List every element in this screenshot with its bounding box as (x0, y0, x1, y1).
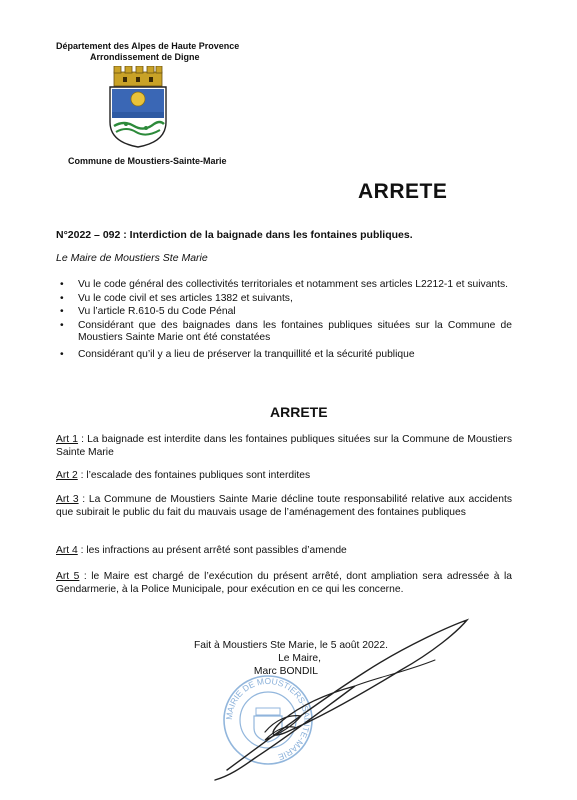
signature-name: Marc BONDIL (253, 666, 318, 677)
decree-reference: N°2022 – 092 : Interdiction de la baignade dans les fontaines publiques. (56, 229, 413, 241)
article-label: Art 5 (56, 571, 80, 582)
bullet-icon: • (60, 292, 64, 304)
department-line: Département des Alpes de Haute Provence (56, 41, 240, 51)
list-item: • Considérant que des baignades dans les fontaines publiques situées sur la Commune de Moustiers Sainte Marie ont été constatées (60, 319, 512, 343)
article-label: Art 3 (56, 494, 79, 505)
article-label: Art 2 (56, 470, 78, 481)
article-5: Art 5 : le Maire est chargé de l’exécution du présent arrêté, dont ampliation sera adressée à la Gendarmerie, à la Police Municipale, pour exécution en ce qui les concerne. (56, 571, 512, 595)
signature-role: Le Maire, (278, 653, 321, 664)
article-label: Art 1 (56, 434, 79, 445)
list-item: • Vu le code civil et ses articles 1382 et suivants, (60, 292, 293, 304)
considerations-list (58, 279, 512, 362)
bullet-icon: • (60, 348, 64, 360)
signature-place-date: Fait à Moustiers Ste Marie, le 5 août 2022. (193, 640, 388, 651)
svg-text:MAIRIE DE MOUSTIERS-SAINTE-MAR: MAIRIE DE MOUSTIERS-SAINTE-MARIE (223, 675, 313, 763)
list-item: • Vu le code général des collectivités territoriales et notamment ses articles L2212-1 et suivants. (60, 279, 509, 290)
coat-of-arms-logo (106, 66, 170, 148)
bullet-icon: • (60, 279, 64, 290)
bullet-icon: • (60, 319, 64, 331)
handwritten-signature (205, 612, 475, 782)
mayor-intro: Le Maire de Moustiers Ste Marie (56, 252, 208, 264)
article-label: Art 4 (56, 545, 78, 556)
article-3: Art 3 : La Commune de Moustiers Sainte Marie décline toute responsabilité relative aux accidents que subirait le public du fait du mauvais usage de l’aménagement des fontaines publiques (56, 494, 512, 518)
page-title: ARRETE (358, 180, 448, 203)
commune-line: Commune de Moustiers-Sainte-Marie (68, 156, 227, 166)
arrondissement-line: Arrondissement de Digne (90, 52, 200, 62)
article-2: Art 2 : l’escalade des fontaines publiques sont interdites (56, 470, 311, 481)
section-title: ARRETE (270, 404, 328, 420)
article-4: Art 4 : les infractions au présent arrêté sont passibles d’amende (56, 545, 347, 556)
bullet-icon: • (60, 306, 64, 317)
list-item: • Vu l’article R.610-5 du Code Pénal (60, 306, 236, 317)
list-item: • Considérant qu’il y a lieu de préserver la tranquillité et la sécurité publique (60, 348, 415, 360)
article-1: Art 1 : La baignade est interdite dans les fontaines publiques situées sur la Commune de Moustiers Sainte Marie (56, 434, 513, 458)
